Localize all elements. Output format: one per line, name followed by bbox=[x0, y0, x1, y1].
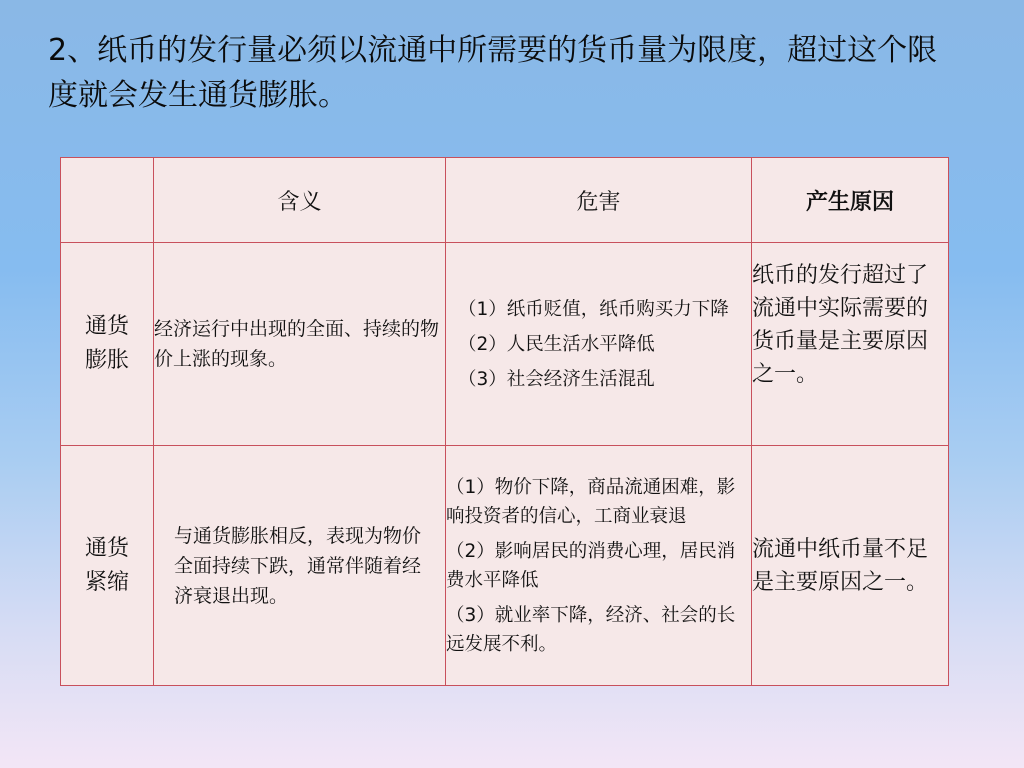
harm-item: （1）物价下降，商品流通困难，影响投资者的信心，工商业衰退 bbox=[446, 476, 736, 527]
harm-item: （3）社会经济生活混乱 bbox=[458, 368, 655, 390]
inflation-harms bbox=[446, 243, 752, 446]
harm-item: （2）人民生活水平降低 bbox=[458, 333, 655, 355]
table-header-row bbox=[61, 158, 949, 243]
header-corner-cell bbox=[61, 158, 154, 243]
harm-item: （3）就业率下降，经济、社会的长远发展不利。 bbox=[446, 604, 736, 655]
row-label-deflation bbox=[61, 446, 154, 686]
deflation-cause: 流通中纸币量不足是主要原因之一。 bbox=[752, 446, 949, 686]
row-label-line2: 膨胀 bbox=[84, 348, 129, 373]
harm-item: （2）影响居民的消费心理，居民消费水平降低 bbox=[446, 540, 736, 591]
inflation-meaning: 经济运行中出现的全面、持续的物价上涨的现象。 bbox=[154, 243, 446, 446]
header-harm: 危害 bbox=[446, 158, 752, 243]
table-row-deflation bbox=[61, 446, 949, 686]
deflation-harms bbox=[446, 446, 752, 686]
row-label-inflation bbox=[61, 243, 154, 446]
row-label-line1: 通货 bbox=[84, 314, 129, 339]
table-row-inflation bbox=[61, 243, 949, 446]
deflation-meaning: 与通货膨胀相反，表现为物价全面持续下跌，通常伴随着经济衰退出现。 bbox=[154, 446, 446, 686]
inflation-cause: 纸币的发行超过了流通中实际需要的货币量是主要原因之一。 bbox=[752, 243, 949, 446]
row-label-line1: 通货 bbox=[84, 535, 129, 561]
row-label-line2: 紧缩 bbox=[84, 569, 129, 595]
slide-title: 2、纸币的发行量必须以流通中所需要的货币量为限度，超过这个限度就会发生通货膨胀。 bbox=[48, 33, 938, 113]
header-cause: 产生原因 bbox=[752, 158, 949, 243]
comparison-table bbox=[60, 157, 949, 686]
header-meaning: 含义 bbox=[154, 158, 446, 243]
harm-item: （1）纸币贬值，纸币购买力下降 bbox=[458, 298, 729, 320]
